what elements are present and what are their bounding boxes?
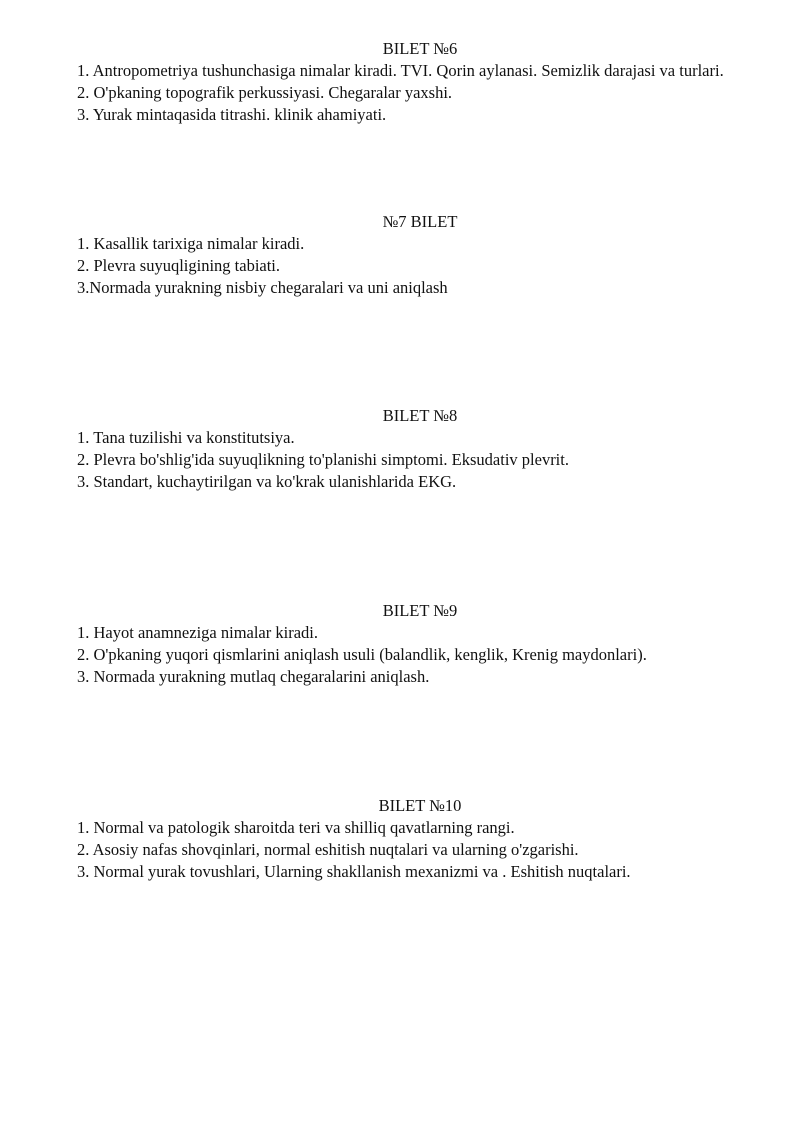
ticket-10 (77, 795, 757, 883)
question-3: 3.Normada yurakning nisbiy chegaralari va uni aniqlash (77, 278, 448, 297)
ticket-title: BILET №6 (382, 39, 458, 58)
question-2: 2. O'pkaning yuqori qismlarini aniqlash usuli (balandlik, kenglik, Krenig maydonlari). (77, 645, 647, 664)
question-1: 1. Tana tuzilishi va konstitutsiya. (77, 428, 295, 447)
question-3: 3. Standart, kuchaytirilgan va ko'krak ulanishlarida EKG. (77, 472, 457, 491)
ticket-title: BILET №10 (378, 796, 462, 815)
question-2: 2. Plevra bo'shlig'ida suyuqlikning to'planishi simptomi. Eksudativ plevrit. (77, 450, 569, 469)
ticket-7 (77, 211, 757, 299)
ticket-8 (77, 405, 757, 493)
question-2: 2. O'pkaning topografik perkussiyasi. Chegaralar yaxshi. (77, 83, 453, 102)
question-2: 2. Asosiy nafas shovqinlari, normal eshitish nuqtalari va ularning o'zgarishi. (77, 840, 579, 859)
question-3: 3. Normal yurak tovushlari, Ularning shakllanish mexanizmi va . Eshitish nuqtalari. (77, 862, 631, 881)
ticket-title: BILET №9 (382, 601, 458, 620)
ticket-6 (77, 38, 757, 126)
question-1: 1. Hayot anamneziga nimalar kiradi. (77, 623, 318, 642)
question-1: 1. Normal va patologik sharoitda teri va shilliq qavatlarning rangi. (77, 818, 515, 837)
ticket-title: BILET №8 (382, 406, 458, 425)
question-1: 1. Antropometriya tushunchasiga nimalar kiradi. TVI. Qorin aylanasi. Semizlik darajasi va turlari. (77, 61, 724, 80)
question-3: 3. Yurak mintaqasida titrashi. klinik ahamiyati. (77, 105, 387, 124)
question-2: 2. Plevra suyuqligining tabiati. (77, 256, 281, 275)
ticket-9 (77, 600, 757, 688)
ticket-title: №7 BILET (382, 212, 458, 231)
question-1: 1. Kasallik tarixiga nimalar kiradi. (77, 234, 305, 253)
question-3: 3. Normada yurakning mutlaq chegaralarini aniqlash. (77, 667, 430, 686)
